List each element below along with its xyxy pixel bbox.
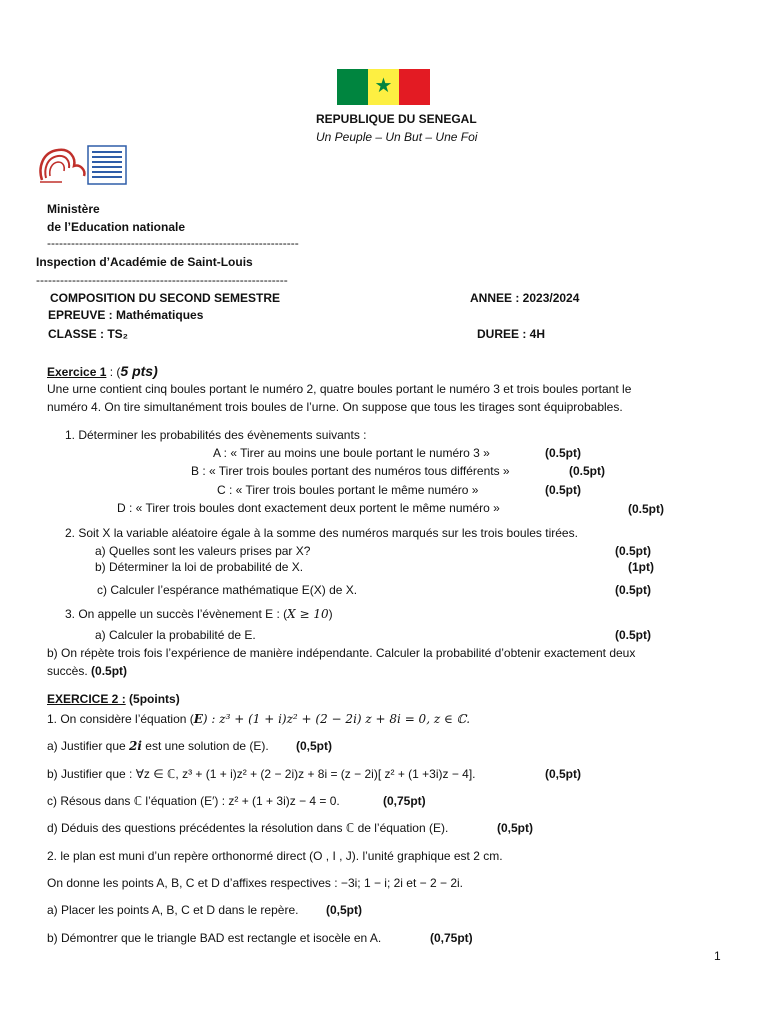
equation-e: ) : z³ + (1 + i)z² + (2 − 2i) z + 8i = 0, z ∈ ℂ. bbox=[202, 712, 471, 726]
question-3a-points: (0.5pt) bbox=[615, 628, 651, 642]
ministry-logo-icon bbox=[36, 144, 128, 186]
composition-title: COMPOSITION DU SECOND SEMESTRE bbox=[50, 291, 281, 305]
ex2-question-d: d) Déduis des questions précédentes la résolution dans ℂ de l’équation (E). bbox=[47, 821, 449, 835]
separator-line: --------------------------------------------------------------- bbox=[47, 236, 299, 250]
event-b: B : « Tirer trois boules portant des numéros tous différents » bbox=[191, 464, 510, 478]
ex2-points-affixes: On donne les points A, B, C et D d’affixes respectives : −3i; 1 − i; 2i et − 2 − 2i. bbox=[47, 876, 464, 890]
equation-label: E bbox=[193, 712, 203, 726]
flag-yellow-band bbox=[368, 69, 399, 105]
question-3b-line-1: b) On répète trois fois l’expérience de manière indépendante. Calculer la probabilité d’obtenir exactement deux bbox=[47, 646, 636, 660]
ex2-question-b: b) Justifier que : ∀z ∈ ℂ, z³ + (1 + i)z² + (2 − 2i)z + 8i = (z − 2i)[ z² + (1 +3i)z − 4]. bbox=[47, 767, 476, 781]
ex2-question-c-points: (0,75pt) bbox=[383, 794, 426, 808]
subject: EPREUVE : Mathématiques bbox=[48, 308, 204, 322]
event-d: D : « Tirer trois boules dont exactement deux portent le même numéro » bbox=[117, 501, 500, 515]
separator-line: --------------------------------------------------------------- bbox=[36, 273, 288, 287]
event-b-points: (0.5pt) bbox=[569, 464, 605, 478]
ex2-question-b-points: (0,5pt) bbox=[545, 767, 581, 781]
question-2a-points: (0.5pt) bbox=[615, 544, 651, 558]
question-3-condition: X ≥ 10 bbox=[287, 607, 329, 621]
exercise-1-heading bbox=[47, 363, 158, 379]
exercise-1-points: 5 pts) bbox=[120, 363, 158, 379]
class-level: CLASSE : TS₂ bbox=[48, 327, 129, 341]
ex2-question-2a-points: (0,5pt) bbox=[326, 903, 362, 917]
exercise-1-intro-line-2: numéro 4. On tire simultanément trois boules de l’urne. On suppose que tous les tirages sont équiprobables. bbox=[47, 400, 623, 414]
question-2: 2. Soit X la variable aléatoire égale à la somme des numéros marqués sur les trois boules tirées. bbox=[65, 526, 578, 540]
event-c-points: (0.5pt) bbox=[545, 483, 581, 497]
flag-green-band bbox=[337, 69, 368, 105]
question-2a: a) Quelles sont les valeurs prises par X? bbox=[95, 544, 311, 558]
question-2c: c) Calculer l’espérance mathématique E(X) de X. bbox=[97, 583, 358, 597]
exercise-2-heading bbox=[47, 692, 180, 706]
senegal-flag bbox=[337, 69, 430, 105]
school-year: ANNEE : 2023/2024 bbox=[470, 291, 580, 305]
country-name: REPUBLIQUE DU SENEGAL bbox=[316, 112, 477, 126]
event-c: C : « Tirer trois boules portant le même numéro » bbox=[217, 483, 479, 497]
question-3-close: ) bbox=[328, 607, 333, 621]
ex2-question-a bbox=[47, 739, 269, 753]
ex2-question-2b: b) Démontrer que le triangle BAD est rectangle et isocèle en A. bbox=[47, 931, 382, 945]
duration: DUREE : 4H bbox=[477, 327, 546, 341]
question-3b-line-2 bbox=[47, 664, 127, 678]
ex2-question-2b-points: (0,75pt) bbox=[430, 931, 473, 945]
flag-red-band bbox=[399, 69, 430, 105]
question-3b-text: succès. bbox=[47, 664, 88, 678]
event-a: A : « Tirer au moins une boule portant le numéro 3 » bbox=[213, 446, 490, 460]
inspection-name: Inspection d’Académie de Saint-Louis bbox=[36, 255, 253, 269]
ex2-question-a-points: (0,5pt) bbox=[296, 739, 332, 753]
question-2b-points: (1pt) bbox=[628, 560, 654, 574]
star-icon: ★ bbox=[374, 75, 393, 97]
ministry-line-1: Ministère bbox=[47, 202, 100, 216]
ex2-question-a-tail: est une solution de (E). bbox=[141, 739, 269, 753]
ex2-question-d-points: (0,5pt) bbox=[497, 821, 533, 835]
question-3-text: 3. On appelle un succès l’évènement E : ( bbox=[65, 607, 288, 621]
ex2-question-1 bbox=[47, 712, 470, 726]
ex2-question-a-math: 2i bbox=[129, 739, 142, 753]
exercise-1-intro-line-1: Une urne contient cinq boules portant le numéro 2, quatre boules portant le numéro 3 et trois boules portant le bbox=[47, 382, 632, 396]
event-a-points: (0.5pt) bbox=[545, 446, 581, 460]
ex2-question-a-text: a) Justifier que bbox=[47, 739, 130, 753]
question-2b: b) Déterminer la loi de probabilité de X. bbox=[95, 560, 304, 574]
exercise-1-title-suffix: : ( bbox=[106, 365, 121, 379]
event-d-points: (0.5pt) bbox=[628, 502, 664, 516]
exercise-2-title: EXERCICE 2 : bbox=[47, 692, 126, 706]
national-motto: Un Peuple – Un But – Une Foi bbox=[316, 130, 478, 144]
ex2-question-c: c) Résous dans ℂ l’équation (E′) : z² + (1 + 3i)z − 4 = 0. bbox=[47, 794, 340, 808]
question-1: 1. Déterminer les probabilités des évènements suivants : bbox=[65, 428, 367, 442]
question-3a: a) Calculer la probabilité de E. bbox=[95, 628, 256, 642]
ex2-question-1-text: 1. On considère l’équation ( bbox=[47, 712, 194, 726]
ex2-question-2a: a) Placer les points A, B, C et D dans le repère. bbox=[47, 903, 299, 917]
question-3b-points: (0.5pt) bbox=[91, 664, 128, 678]
question-2c-points: (0.5pt) bbox=[615, 583, 651, 597]
question-3 bbox=[65, 607, 333, 621]
exercise-2-points: (5points) bbox=[129, 692, 180, 706]
page-number: 1 bbox=[714, 949, 721, 963]
ministry-line-2: de l’Education nationale bbox=[47, 220, 186, 234]
ex2-question-2: 2. le plan est muni d’un repère orthonormé direct (O , I , J). l’unité graphique est 2 cm. bbox=[47, 849, 503, 863]
exercise-1-title: Exercice 1 bbox=[47, 365, 107, 379]
